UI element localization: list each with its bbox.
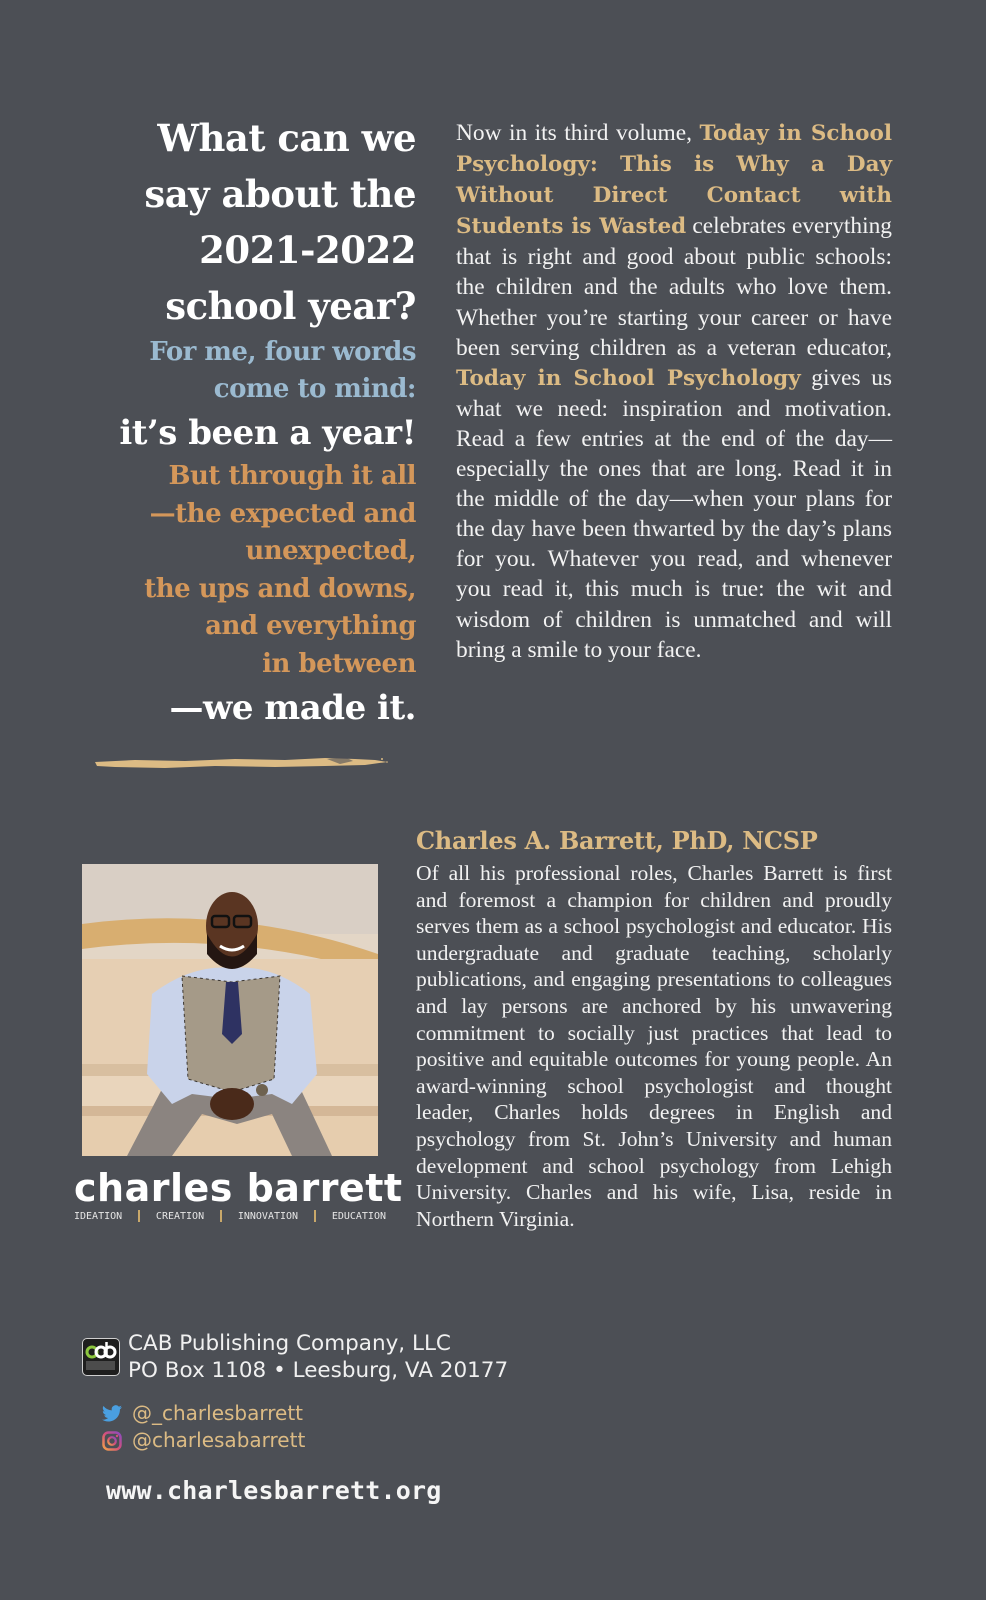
blurb-text: gives us what we need: inspiration and motivation. Read a few entries at the end of the day—especially the ones that are long. Read it in the middle of the day—when your plans for the day have been thwarted by the day’s plans for you. Whatever you read, and whenever you read it, this much is true: the wit and wisdom of children is unmatched and will bring a smile to your face.: [456, 364, 893, 663]
book-short-title: Today in School Psychology: [456, 365, 801, 391]
quote-line-orange: and everything: [205, 611, 416, 641]
quote-line-orange: in between: [262, 648, 416, 679]
quote-line-highlight: it’s been a year!: [119, 413, 416, 453]
quote-line-orange: the ups and downs,: [144, 573, 416, 604]
tagline-divider: [220, 1210, 222, 1222]
author-brand-name: charles barrett: [74, 1166, 403, 1210]
website-link[interactable]: www.charlesbarrett.org: [106, 1476, 442, 1505]
quote-line-orange: unexpected,: [245, 536, 416, 566]
tagline-word: INNOVATION: [237, 1210, 299, 1222]
author-name: Charles A. Barrett, PhD, NCSP: [416, 826, 818, 855]
quote-line-end: —we made it.: [169, 688, 416, 728]
blurb-text: celebrates everything that is right and good about public schools: the children and the adults who love them. Whether you’re starting your career or have been serving children as a veteran educator,: [456, 213, 893, 361]
author-brand-tagline: [74, 1210, 386, 1222]
quote-line: 2021-2022: [199, 228, 416, 272]
tagline-divider: [138, 1210, 140, 1222]
quote-line: say about the: [144, 172, 416, 216]
author-photo: [82, 864, 378, 1156]
book-blurb: [456, 118, 892, 665]
blurb-intro: Now in its third volume,: [456, 120, 700, 146]
twitter-handle: @_charlesbarrett: [132, 1401, 304, 1425]
brush-stroke-divider: [95, 756, 390, 770]
quote-line: What can we: [157, 116, 416, 160]
cover-quote: [80, 110, 416, 733]
quote-line: school year?: [165, 284, 416, 328]
quote-line-orange: —the expected and: [149, 498, 416, 529]
social-links: [102, 1400, 305, 1454]
publisher-name: CAB Publishing Company, LLC: [128, 1331, 451, 1356]
tagline-word: CREATION: [155, 1210, 205, 1222]
publisher-address: PO Box 1108 • Leesburg, VA 20177: [128, 1358, 509, 1383]
twitter-icon: [102, 1405, 122, 1422]
instagram-icon: [102, 1431, 122, 1451]
tagline-word: EDUCATION: [331, 1210, 386, 1222]
author-bio: Of all his professional roles, Charles Barrett is first and foremost a champion for children and proudly serves them as a school psychologist and educator. His undergraduate and graduate teaching, scholarly publications, and engaging presentations to colleagues and lay persons are anchored by his unwavering commitment to socially just practices that lead to positive and equitable outcomes for young people. An award-winning school psychologist and thought leader, Charles holds degrees in English and psychology from St. John’s University and human development and school psychology from Lehigh University. Charles and his wife, Lisa, reside in Northern Virginia.: [416, 861, 892, 1231]
quote-line-blue: For me, four words: [149, 337, 416, 367]
quote-line-blue: come to mind:: [213, 374, 416, 404]
quote-line-orange: But through it all: [168, 461, 416, 491]
social-twitter[interactable]: [102, 1400, 305, 1427]
social-instagram[interactable]: [102, 1427, 305, 1454]
book-title: Today in School Psychology: This is Why a Day Without Direct Contact with Students is Wasted: [456, 121, 892, 240]
publisher-logo: [82, 1338, 120, 1376]
tagline-word: IDEATION: [74, 1210, 123, 1222]
instagram-handle: @charlesabarrett: [132, 1428, 306, 1452]
tagline-divider: [314, 1210, 316, 1222]
